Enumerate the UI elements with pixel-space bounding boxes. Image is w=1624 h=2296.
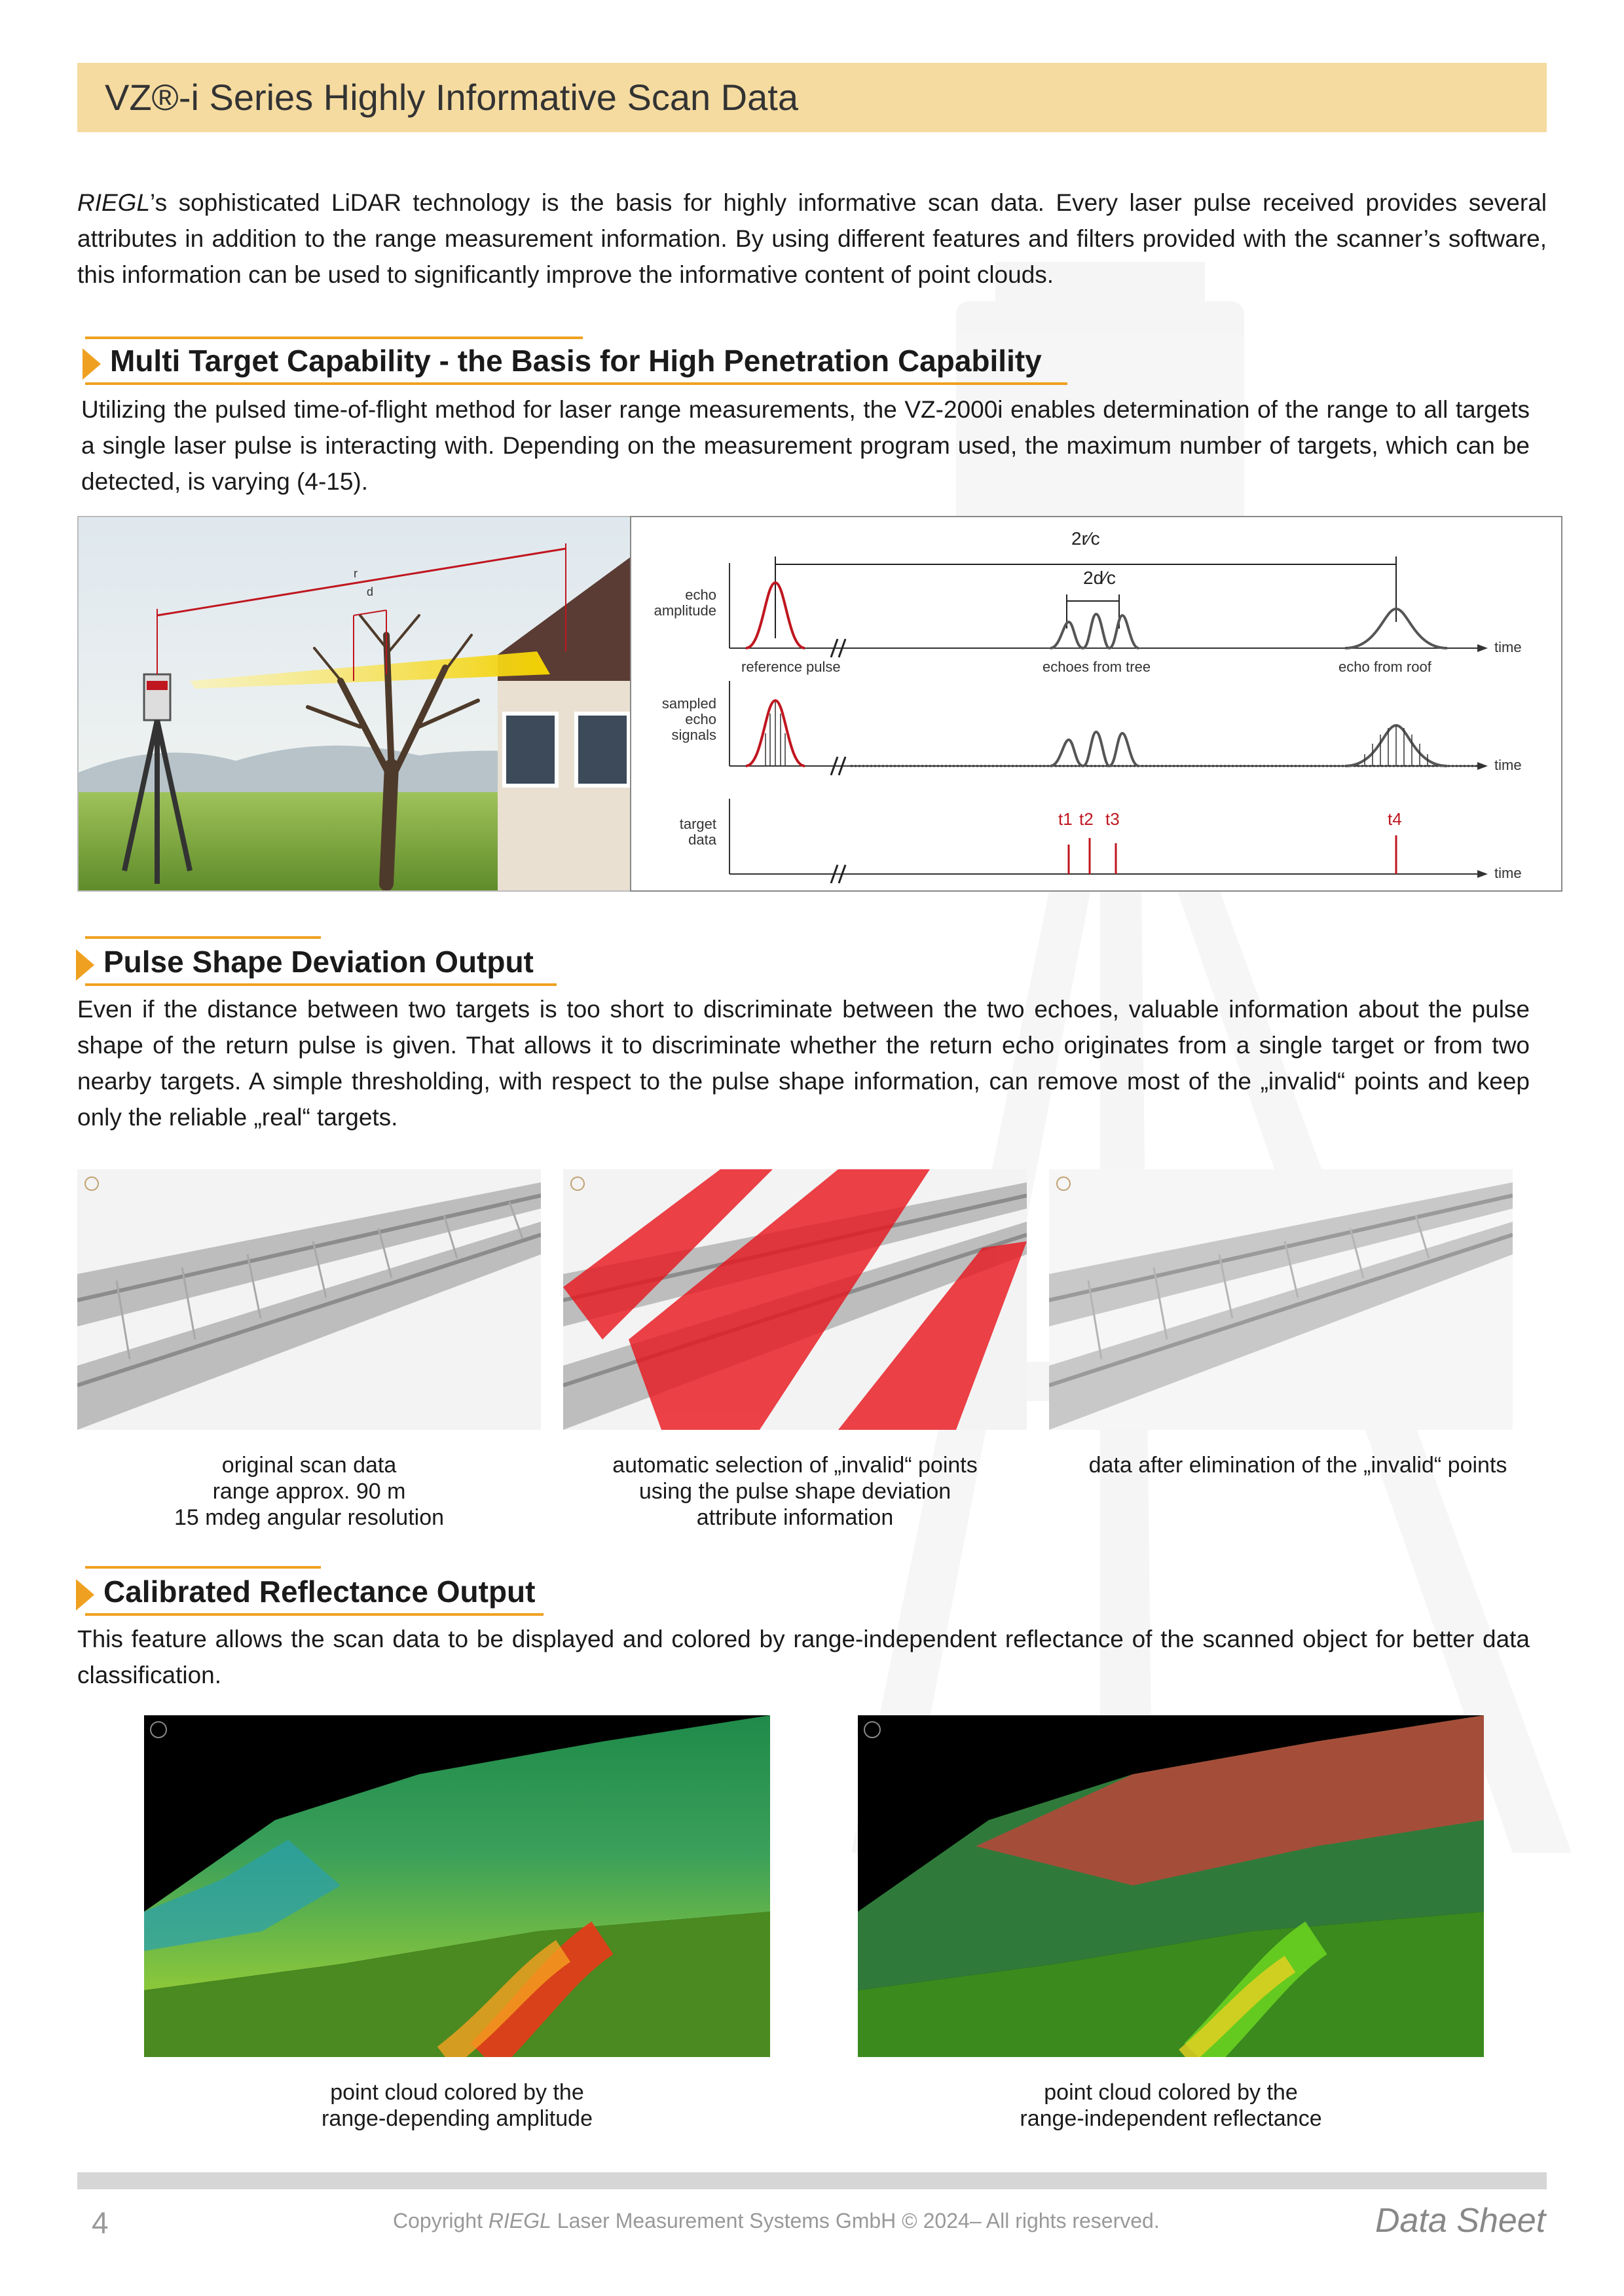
multi-target-scene bbox=[77, 516, 633, 892]
time-label-1: time bbox=[1494, 639, 1522, 655]
caption-invalid-selected: automatic selection of „invalid“ points using the pulse shape deviation attribute information bbox=[612, 1453, 978, 1530]
section-arrow-icon bbox=[76, 949, 94, 981]
section3-heading-text: Calibrated Reflectance Output bbox=[103, 1575, 536, 1609]
rail-scan-invalid-selected bbox=[563, 1169, 1027, 1430]
svg-text:echo bbox=[685, 587, 716, 603]
row2-label-c: signals bbox=[671, 727, 716, 743]
section3-overline bbox=[85, 1566, 321, 1569]
time-label-3: time bbox=[1494, 865, 1522, 881]
echoes-tree-label: echoes from tree bbox=[1043, 659, 1151, 675]
target-t4: t4 bbox=[1388, 809, 1402, 829]
caption-cleaned: data after elimination of the „invalid“ points bbox=[1088, 1453, 1507, 1478]
section3-heading bbox=[103, 1574, 535, 1609]
section1-heading bbox=[110, 343, 1042, 378]
section2-overline bbox=[85, 936, 321, 939]
pointcloud-reflectance bbox=[858, 1715, 1484, 2057]
section-arrow-icon bbox=[83, 348, 101, 380]
row3-label-a: target bbox=[679, 816, 716, 832]
caption-original: original scan data range approx. 90 m 15 mdeg angular resolution bbox=[174, 1453, 445, 1530]
reference-pulse-label: reference pulse bbox=[741, 659, 841, 675]
svg-text:sampled bbox=[662, 695, 716, 712]
section1-overline bbox=[85, 337, 583, 339]
time-label-2: time bbox=[1494, 757, 1522, 773]
copyright: Copyright RIEGL Laser Measurement Systems GmbH © 2024– All rights reserved. bbox=[393, 2209, 1160, 2232]
section2-heading bbox=[103, 944, 534, 979]
row2-label-a: sampled bbox=[661, 695, 716, 712]
pointcloud-amplitude bbox=[144, 1715, 770, 2057]
intro-text: ’s sophisticated LiDAR technology is the basis for highly informative scan data. Every laser pulse received provides several attributes in addition to the range measurement information. By using different features and filters provided with the scanner’s software, this information can be used to significantly improve the informative content of point clouds. bbox=[77, 189, 1547, 288]
section1-underline bbox=[85, 382, 1067, 385]
page-number: 4 bbox=[92, 2206, 109, 2240]
svg-text:data bbox=[688, 831, 717, 848]
page-title-bar bbox=[77, 63, 1547, 132]
row3-label-b: data bbox=[688, 831, 716, 848]
section2-heading-text: Pulse Shape Deviation Output bbox=[103, 945, 534, 979]
formula-2d-over-c: 2d⁄c bbox=[1083, 568, 1116, 588]
section1-heading-text: Multi Target Capability - the Basis for High Penetration Capability bbox=[110, 344, 1042, 378]
row2-label-b: echo bbox=[685, 711, 716, 727]
footer-bar bbox=[77, 2172, 1547, 2189]
section-arrow-icon bbox=[76, 1579, 94, 1611]
scene-label-d: d bbox=[367, 585, 374, 598]
formula-2r-over-c: 2r⁄c bbox=[1071, 528, 1100, 549]
target-t3: t3 bbox=[1105, 809, 1120, 829]
intro-paragraph bbox=[77, 185, 1547, 293]
page-title: VZ®-i Series Highly Informative Scan Data bbox=[105, 77, 798, 118]
row1-label-b: amplitude bbox=[654, 602, 716, 619]
section2-paragraph: Even if the distance between two targets is too short to discriminate between the two echoes, valuable information about the pulse shape of the return pulse is given. That allows it to discriminate whether the return echo originates from a single target or from two nearby targets. A simple thresholding, with respect to the pulse shape information, can remove most of the „invalid“ points and keep only the reliable „real“ targets. bbox=[77, 996, 1530, 1131]
svg-text:echo bbox=[685, 711, 716, 727]
echo-diagram bbox=[630, 516, 1562, 892]
section2-underline bbox=[85, 983, 557, 986]
section1-paragraph: Utilizing the pulsed time-of-flight method for laser range measurements, the VZ-2000i enables determination of the range to all targets a single laser pulse is interacting with. Depending on the measurement program used, the maximum number of targets, which can be detected, is varying (4-15). bbox=[81, 396, 1530, 495]
rail-scan-cleaned bbox=[1049, 1169, 1513, 1430]
rail-scan-original bbox=[77, 1169, 541, 1430]
target-t1: t1 bbox=[1058, 809, 1073, 829]
intro-brand: RIEGL bbox=[77, 189, 151, 216]
svg-text:amplitude bbox=[654, 602, 716, 619]
target-t2: t2 bbox=[1079, 809, 1094, 829]
section3-underline bbox=[85, 1613, 544, 1616]
row1-label-a: echo bbox=[685, 587, 716, 603]
caption-amplitude: point cloud colored by the range-depending amplitude bbox=[322, 2080, 593, 2131]
svg-text:target bbox=[680, 816, 716, 832]
svg-text:signals bbox=[672, 727, 716, 743]
data-sheet-label: Data Sheet bbox=[1375, 2202, 1546, 2240]
section3-paragraph: This feature allows the scan data to be displayed and colored by range-independent reflectance of the scanned object for better data classification. bbox=[77, 1626, 1530, 1688]
echo-roof-label: echo from roof bbox=[1338, 659, 1431, 675]
scene-label-r: r bbox=[354, 567, 358, 580]
caption-reflectance: point cloud colored by the range-independent reflectance bbox=[1020, 2080, 1322, 2131]
